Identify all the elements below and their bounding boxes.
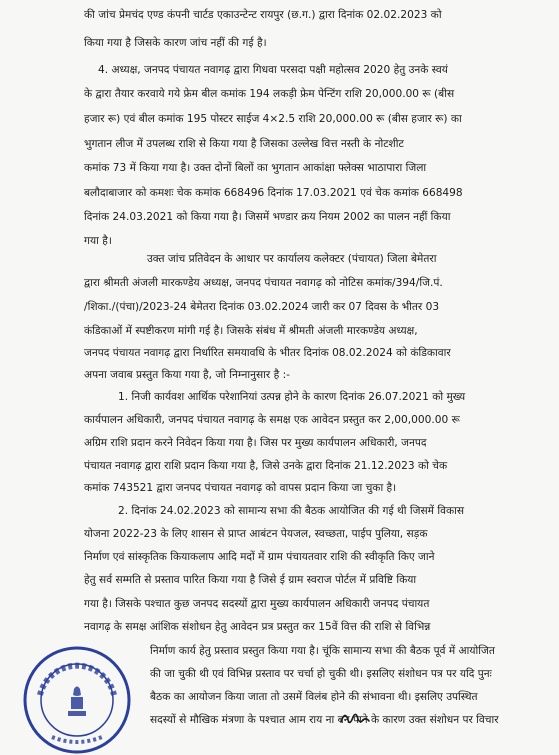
text-line: निर्माण एवं सांस्कृतिक कियाकलाप आदि मदों में ग्राम पंचायतवार राशि की स्वीकृति किए जाने (84, 551, 435, 563)
text-line: हजार रू) एवं बील कमांक 195 पोस्टर साईज 4×2.5 राशि 20,000.00 रू (बीस हजार रू) का (84, 113, 462, 125)
text-line: अपना जवाब प्रस्तुत किया गया है, जो निम्नानुसार है :- (84, 369, 290, 381)
handwritten-signature (338, 706, 372, 728)
text-line: 2. दिनांक 24.02.2023 को सामान्य सभा की बैठक आयोजित की गई थी जिसमें विकास (118, 505, 465, 517)
text-line: कमांक 73 में किया गया है। उक्त दोनों बिलों का भुगतान आकांक्षा फ्लेक्स भाठापारा जिला (84, 162, 427, 174)
text-line: पंचायत नवागढ़ द्वारा राशि प्रदान किया गया है, जिसे उनके द्वारा दिनांक 21.12.2023 को चेक (84, 460, 448, 472)
official-seal-stamp (22, 645, 132, 755)
text-line: कमांक 743521 द्वारा जनपद पंचायत नवागढ़ को वापस प्रदान किया जा चुका है। (84, 482, 397, 494)
text-line: के द्वारा तैयार करवाये गये फ्रेम बील कमांक 194 लकड़ी फ्रेम पेन्टिंग राशि 20,000.00 रू (बीस (84, 88, 455, 100)
text-line: गया है। (84, 235, 112, 247)
text-line: बैठक का आयोजन किया जाता तो उसमें विलंब होने की संभावना थी। इसलिए उपस्थित (150, 691, 478, 703)
text-line: बलौदाबाजार को कमशः चेक कमांक 668496 दिनांक 17.03.2021 एवं चेक कमांक 668498 (84, 187, 463, 199)
text-line: गया है। जिसके पश्चात कुछ जनपद सदस्यों द्वारा मुख्य कार्यपालन अधिकारी जनपद पंचायत (84, 598, 430, 610)
text-line: नवागढ़ के समक्ष आंशिक संशोधन हेतु आवेदन प्रत्र प्रस्तुत कर 15वें वित्त की राशि से विभिन्न (84, 621, 431, 633)
text-line: /शिका./(पंचा)/2023-24 बेमेतरा दिनांक 03.02.2024 जारी कर 07 दिवस के भीतर 03 (84, 301, 440, 313)
text-line: 4. अध्यक्ष, जनपद पंचायत नवागढ़ द्वारा गिधवा परसदा पक्षी महोत्सव 2020 हेतु उनके स्वयं (98, 64, 448, 76)
text-line: उक्त जांच प्रतिवेदन के आधार पर कार्यालय कलेक्टर (पंचायत) जिला बेमेतरा (147, 253, 437, 265)
text-line: कार्यपालन अधिकारी, जनपद पंचायत नवागढ़ के समक्ष एक आवेदन प्रस्तुत कर 2,00,000.00 रू (84, 414, 460, 426)
text-line: अग्रिम राशि प्रदान करने निवेदन किया गया है। जिस पर मुख्य कार्यपालन अधिकारी, जनपद (84, 437, 427, 449)
text-line: कंडिकाओं में स्पष्टीकरण मांगी गई है। जिसके संबंध में श्रीमती अंजली मारकण्डेय अध्यक्ष, (84, 325, 418, 337)
text-line: निर्माण कार्य हेतु प्रस्ताव प्रस्तुत किया गया है। चूंकि सामान्य सभा की बैठक पूर्व में आयोजित (150, 645, 495, 657)
text-line: योजना 2022-23 के लिए शासन से प्राप्त आबंटन पेयजल, स्वच्छता, पाईप पुलिया, सड़क (84, 528, 428, 540)
text-line: द्वारा श्रीमती अंजली मारकण्डेय अध्यक्ष, जनपद पंचायत नवागढ़ को नोटिस कमांक/394/जि.पं. (84, 277, 443, 289)
text-line: 1. निजी कार्यवश आर्थिक परेशानियां उत्पन्न होने के कारण दिनांक 26.07.2021 को मुख्य (118, 391, 466, 403)
text-line: सदस्यों से मौखिक मंत्रणा के पश्चात आम राय ना बन पाने के कारण उक्त संशोधन पर विचार (150, 714, 499, 726)
text-line: की जा चुकी थी एवं विभिन्न प्रस्ताव पर चर्चा हो चुकी थी। इसलिए संशोधन पत्र पर यदि पुनः (150, 668, 492, 680)
text-line: हेतु सर्व सम्मति से प्रस्ताव पारित किया गया है जिसे ई ग्राम स्वराज पोर्टल में प्रविष्टि किया (84, 574, 417, 586)
text-line: जनपद पंचायत नवागढ़ द्वारा निर्धारित समयावधि के भीतर दिनांक 08.02.2024 को कंडिकावार (84, 347, 451, 359)
text-line: भुगतान लीज में उपलब्ध राशि से किया गया है जिसका उल्लेख वित्त नस्ती के नोटशीट (84, 138, 404, 150)
text-line: दिनांक 24.03.2021 को किया गया है। जिसमें भण्डार क्रय नियम 2002 का पालन नहीं किया (84, 211, 451, 223)
text-line: किया गया है जिसके कारण जांच नहीं की गई है। (84, 37, 267, 49)
text-line: की जांच प्रेमचंद एण्ड कंपनी चार्टड एकाउन्टेन्ट रायपुर (छ.ग.) द्वारा दिनांक 02.02.2023 को (84, 9, 442, 21)
